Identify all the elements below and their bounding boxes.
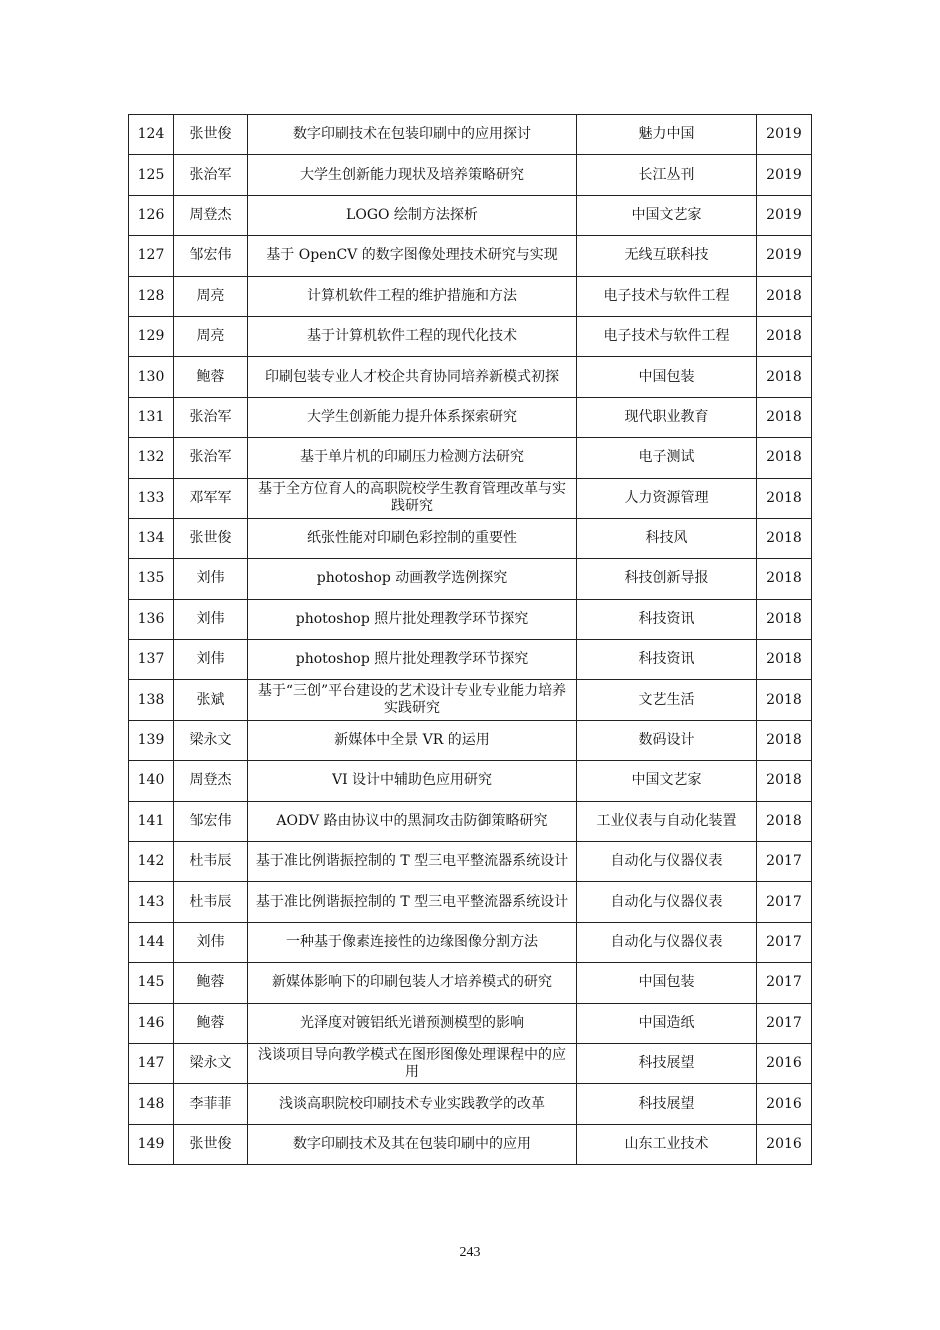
row-number: 125: [129, 155, 174, 195]
author-name: 张世俊: [174, 1124, 248, 1164]
journal-name: 人力资源管理: [577, 478, 757, 518]
journal-name: 中国文艺家: [577, 195, 757, 235]
table-row: [129, 922, 812, 962]
row-number: 147: [129, 1043, 174, 1083]
journal-name: 科技展望: [577, 1043, 757, 1083]
journal-name: 电子技术与软件工程: [577, 276, 757, 316]
publication-year: 2018: [757, 720, 812, 760]
paper-title: VI 设计中辅助色应用研究: [248, 761, 577, 801]
journal-name: 工业仪表与自动化装置: [577, 801, 757, 841]
journal-name: 电子测试: [577, 438, 757, 478]
table-row: [129, 195, 812, 235]
table-row: [129, 680, 812, 720]
row-number: 142: [129, 842, 174, 882]
journal-name: 中国包装: [577, 357, 757, 397]
author-name: 张治军: [174, 397, 248, 437]
author-name: 张世俊: [174, 518, 248, 558]
author-name: 梁永文: [174, 1043, 248, 1083]
table-row: [129, 720, 812, 760]
row-number: 135: [129, 559, 174, 599]
paper-title: LOGO 绘制方法探析: [248, 195, 577, 235]
paper-title: 新媒体中全景 VR 的运用: [248, 720, 577, 760]
paper-title: 数字印刷技术及其在包装印刷中的应用: [248, 1124, 577, 1164]
table-row: [129, 276, 812, 316]
publication-year: 2017: [757, 1003, 812, 1043]
publication-year: 2018: [757, 397, 812, 437]
author-name: 鲍蓉: [174, 1003, 248, 1043]
table-row: [129, 357, 812, 397]
journal-name: 文艺生活: [577, 680, 757, 720]
publication-year: 2018: [757, 438, 812, 478]
publication-year: 2018: [757, 478, 812, 518]
paper-title: 基于计算机软件工程的现代化技术: [248, 316, 577, 356]
author-name: 梁永文: [174, 720, 248, 760]
row-number: 141: [129, 801, 174, 841]
publication-year: 2018: [757, 680, 812, 720]
publication-year: 2019: [757, 236, 812, 276]
row-number: 143: [129, 882, 174, 922]
publication-year: 2018: [757, 761, 812, 801]
publications-table: [128, 114, 812, 1165]
paper-title: 大学生创新能力提升体系探索研究: [248, 397, 577, 437]
author-name: 杜韦辰: [174, 882, 248, 922]
row-number: 124: [129, 115, 174, 155]
table-row: [129, 236, 812, 276]
paper-title: 数字印刷技术在包装印刷中的应用探讨: [248, 115, 577, 155]
journal-name: 中国包装: [577, 963, 757, 1003]
author-name: 张治军: [174, 438, 248, 478]
row-number: 146: [129, 1003, 174, 1043]
table-row: [129, 518, 812, 558]
paper-title: 基于准比例谐振控制的 T 型三电平整流器系统设计: [248, 842, 577, 882]
table-row: [129, 882, 812, 922]
row-number: 131: [129, 397, 174, 437]
journal-name: 科技展望: [577, 1084, 757, 1124]
publication-year: 2018: [757, 640, 812, 680]
journal-name: 魅力中国: [577, 115, 757, 155]
author-name: 张治军: [174, 155, 248, 195]
publication-year: 2018: [757, 559, 812, 599]
author-name: 周登杰: [174, 761, 248, 801]
row-number: 128: [129, 276, 174, 316]
publication-year: 2017: [757, 922, 812, 962]
row-number: 139: [129, 720, 174, 760]
journal-name: 长江丛刊: [577, 155, 757, 195]
paper-title: 大学生创新能力现状及培养策略研究: [248, 155, 577, 195]
table-row: [129, 963, 812, 1003]
author-name: 杜韦辰: [174, 842, 248, 882]
row-number: 130: [129, 357, 174, 397]
table-row: [129, 115, 812, 155]
author-name: 张斌: [174, 680, 248, 720]
publication-year: 2016: [757, 1124, 812, 1164]
paper-title: 印刷包装专业人才校企共育协同培养新模式初探: [248, 357, 577, 397]
table-row: [129, 801, 812, 841]
table-row: [129, 316, 812, 356]
row-number: 144: [129, 922, 174, 962]
journal-name: 科技风: [577, 518, 757, 558]
paper-title: 基于 OpenCV 的数字图像处理技术研究与实现: [248, 236, 577, 276]
publication-year: 2018: [757, 599, 812, 639]
table-row: [129, 1003, 812, 1043]
publication-year: 2018: [757, 801, 812, 841]
journal-name: 中国造纸: [577, 1003, 757, 1043]
row-number: 148: [129, 1084, 174, 1124]
journal-name: 数码设计: [577, 720, 757, 760]
publication-year: 2019: [757, 115, 812, 155]
publications-table-body: [129, 115, 812, 1165]
publication-year: 2016: [757, 1043, 812, 1083]
journal-name: 电子技术与软件工程: [577, 316, 757, 356]
publication-year: 2017: [757, 963, 812, 1003]
journal-name: 无线互联科技: [577, 236, 757, 276]
paper-title: 计算机软件工程的维护措施和方法: [248, 276, 577, 316]
paper-title: 浅谈项目导向教学模式在图形图像处理课程中的应用: [248, 1043, 577, 1083]
paper-title: photoshop 动画教学选例探究: [248, 559, 577, 599]
paper-title: 一种基于像素连接性的边缘图像分割方法: [248, 922, 577, 962]
paper-title: 基于准比例谐振控制的 T 型三电平整流器系统设计: [248, 882, 577, 922]
table-row: [129, 397, 812, 437]
author-name: 邓军军: [174, 478, 248, 518]
paper-title: photoshop 照片批处理教学环节探究: [248, 599, 577, 639]
table-row: [129, 599, 812, 639]
author-name: 刘伟: [174, 922, 248, 962]
table-row: [129, 842, 812, 882]
publication-year: 2018: [757, 357, 812, 397]
publication-year: 2018: [757, 316, 812, 356]
table-row: [129, 438, 812, 478]
table-row: [129, 1124, 812, 1164]
publication-year: 2018: [757, 518, 812, 558]
table-row: [129, 559, 812, 599]
journal-name: 山东工业技术: [577, 1124, 757, 1164]
row-number: 136: [129, 599, 174, 639]
row-number: 140: [129, 761, 174, 801]
row-number: 129: [129, 316, 174, 356]
journal-name: 科技资讯: [577, 640, 757, 680]
author-name: 刘伟: [174, 559, 248, 599]
author-name: 李菲菲: [174, 1084, 248, 1124]
publication-year: 2017: [757, 842, 812, 882]
paper-title: 新媒体影响下的印刷包装人才培养模式的研究: [248, 963, 577, 1003]
journal-name: 现代职业教育: [577, 397, 757, 437]
table-row: [129, 640, 812, 680]
author-name: 刘伟: [174, 599, 248, 639]
publication-year: 2019: [757, 155, 812, 195]
publication-year: 2017: [757, 882, 812, 922]
table-row: [129, 478, 812, 518]
author-name: 邹宏伟: [174, 801, 248, 841]
journal-name: 科技创新导报: [577, 559, 757, 599]
publication-year: 2019: [757, 195, 812, 235]
row-number: 132: [129, 438, 174, 478]
table-row: [129, 761, 812, 801]
table-row: [129, 1043, 812, 1083]
journal-name: 自动化与仪器仪表: [577, 922, 757, 962]
paper-title: 光泽度对镀铝纸光谱预测模型的影响: [248, 1003, 577, 1043]
author-name: 张世俊: [174, 115, 248, 155]
table-row: [129, 155, 812, 195]
row-number: 126: [129, 195, 174, 235]
author-name: 鲍蓉: [174, 357, 248, 397]
author-name: 周登杰: [174, 195, 248, 235]
page-number: 243: [459, 1245, 481, 1260]
row-number: 149: [129, 1124, 174, 1164]
paper-title: 基于单片机的印刷压力检测方法研究: [248, 438, 577, 478]
author-name: 刘伟: [174, 640, 248, 680]
paper-title: 纸张性能对印刷色彩控制的重要性: [248, 518, 577, 558]
paper-title: 基于全方位育人的高职院校学生教育管理改革与实践研究: [248, 478, 577, 518]
row-number: 145: [129, 963, 174, 1003]
paper-title: photoshop 照片批处理教学环节探究: [248, 640, 577, 680]
paper-title: AODV 路由协议中的黑洞攻击防御策略研究: [248, 801, 577, 841]
paper-title: 浅谈高职院校印刷技术专业实践教学的改革: [248, 1084, 577, 1124]
journal-name: 中国文艺家: [577, 761, 757, 801]
table-row: [129, 1084, 812, 1124]
publication-year: 2016: [757, 1084, 812, 1124]
row-number: 137: [129, 640, 174, 680]
author-name: 周亮: [174, 276, 248, 316]
journal-name: 科技资讯: [577, 599, 757, 639]
author-name: 周亮: [174, 316, 248, 356]
journal-name: 自动化与仪器仪表: [577, 882, 757, 922]
author-name: 鲍蓉: [174, 963, 248, 1003]
row-number: 133: [129, 478, 174, 518]
row-number: 138: [129, 680, 174, 720]
author-name: 邹宏伟: [174, 236, 248, 276]
row-number: 127: [129, 236, 174, 276]
row-number: 134: [129, 518, 174, 558]
journal-name: 自动化与仪器仪表: [577, 842, 757, 882]
publication-year: 2018: [757, 276, 812, 316]
paper-title: 基于“三创”平台建设的艺术设计专业专业能力培养实践研究: [248, 680, 577, 720]
